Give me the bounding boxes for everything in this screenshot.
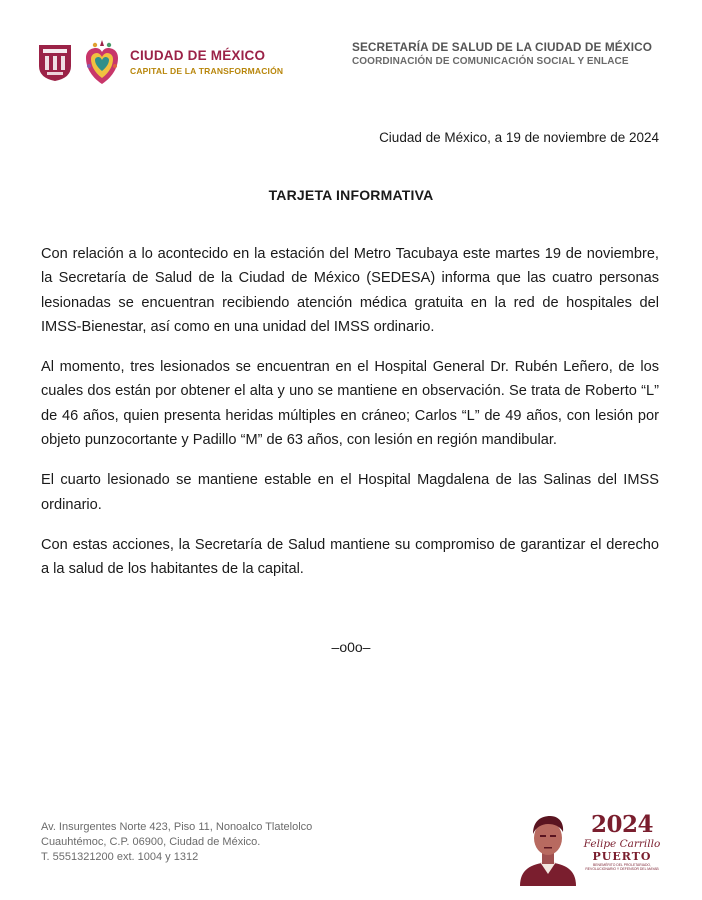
heart-emblem-icon	[84, 36, 120, 88]
letterhead	[38, 36, 664, 92]
brand-block	[130, 48, 283, 76]
year-logo-text	[578, 812, 666, 871]
brand-name: CIUDAD DE MÉXICO	[130, 48, 266, 63]
department-block	[352, 40, 652, 67]
paragraph: Al momento, tres lesionados se encuentran en el Hospital General Dr. Rubén Leñero, de los cuales dos están por obtener el alta y uno se mantiene en observación. Se trata de Roberto “L” de 46 años, quien presenta heridas múltiples en cráneo; Carlos “L” de 49 años, con lesión por objeto punzocortante y Padillo “M” de 63 años, con lesión en región mandibular.	[41, 359, 659, 449]
department-name: SECRETARÍA DE SALUD DE LA CIUDAD DE MÉXICO	[351, 40, 652, 54]
portrait-icon	[514, 810, 582, 886]
department-subtitle: COORDINACIÓN DE COMUNICACIÓN SOCIAL Y ENLACE	[351, 56, 629, 67]
document-title: TARJETA INFORMATIVA	[268, 187, 434, 203]
honoree-surname: PUERTO	[592, 850, 652, 863]
paragraph: Con relación a lo acontecido en la estación del Metro Tacubaya este martes 19 de noviembre, la Secretaría de Salud de la Ciudad de México (SEDESA) informa que las cuatro personas lesionadas se encuentran recibiendo atención médica gratuita en la red de hospitales del IMSS-Bienestar, así como en una unidad del IMSS ordinario.	[41, 246, 659, 335]
closing-mark: –o0o–	[331, 639, 371, 655]
year-logo	[514, 810, 666, 886]
footer-address	[41, 820, 312, 865]
cdmx-shield-icon	[38, 42, 72, 82]
year-label: 2024	[590, 811, 653, 838]
document-body	[41, 242, 659, 598]
paragraph: Con estas acciones, la Secretaría de Salud mantiene su compromiso de garantizar el derecho a la salud de los habitantes de la capital.	[41, 536, 659, 578]
honoree-subtitle: BENEMÉRITO DEL PROLETARIADO, REVOLUCIONARIO Y DEFENSOR DEL MAYAB	[585, 863, 659, 871]
dateline: Ciudad de México, a 19 de noviembre de 2024	[379, 130, 659, 145]
brand-tagline: CAPITAL DE LA TRANSFORMACIÓN	[130, 66, 284, 76]
phone-line: T. 5551321200 ext. 1004 y 1312	[41, 851, 199, 863]
paragraph: El cuarto lesionado se mantiene estable en el Hospital Magdalena de las Salinas del IMSS ordinario.	[41, 472, 659, 513]
address-line: Cuauhtémoc, C.P. 06900, Ciudad de México.	[41, 836, 261, 848]
address-line: Av. Insurgentes Norte 423, Piso 11, Nonoalco Tlatelolco	[41, 821, 313, 833]
honoree-name: Felipe Carrillo	[583, 838, 661, 850]
